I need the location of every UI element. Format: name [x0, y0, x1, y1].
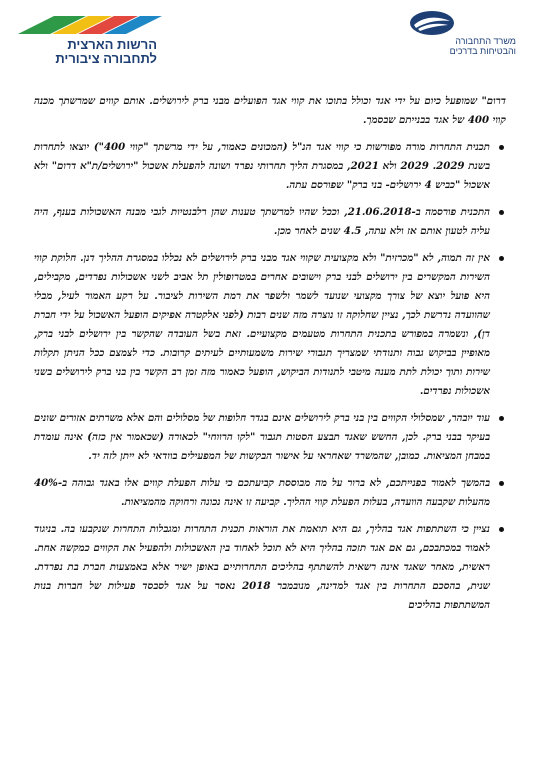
- ministry-logo: [406, 10, 516, 70]
- bullet-icon: [499, 527, 504, 532]
- intro-paragraph: דרום" שמופעל כיום על ידי אגד וכולל בתוכו את קווי אגד הפועלים מבני ברק לירושלים. אותם קווים שמרשתך מכנה קווי 400 של אגד בבנייתם שבסמך.: [34, 95, 506, 126]
- bullet-list: [34, 138, 506, 615]
- list-item: [34, 138, 506, 195]
- ministry-emblem-icon: [408, 10, 456, 36]
- letter-body: [34, 92, 506, 623]
- authority-stripes-icon: [16, 10, 166, 36]
- letterhead: [0, 0, 540, 80]
- list-item: [34, 409, 506, 466]
- bullet-icon: [499, 210, 504, 215]
- bullet-icon: [499, 481, 504, 486]
- authority-name: הרשות הארצית לתחבורה ציבורית: [55, 37, 157, 66]
- list-item-text: עוד יובהר, שמסלולי הקווים בין בני ברק לירושלים אינם בגדר חלופות של מסלולים והם אלא משרתים אזורים שונים בעיקר בבני ברק. לכן, החשש שאגד תבצע הסטות תגבור "לקו הרווחי" לכאורה (שכאמור אין כזה) אינה עומדת במבחן המציאות. כמובן, שהמשרד שאחראי על אישור הבקשות של המפעילים בוודאי לא ייתן לזה יד.: [34, 412, 490, 462]
- list-item-text: נציין כי השתתפות אגד בהליך, גם היא תואמת את הוראות תכנית התחרות ומגבלות התחרות שנקבעו בה. בניגוד לאמור במכתבכם, גם אם אגד תזכה בהליך היא לא תוכל לאחוד בין האשכולות ולהפעיל את הקווים כמקשה אחת. ראשית, מאחר שאגד אינה רשאית להשתתף בהליכים התחרותיים באופן ישיר אלא באמצעות חברת בת נפרדת. שנית, בהסכם התחרות בין אגד למדינה, מנובמבר 2018 נאסר על אגד לסבסד פעילות של חברות בנות המשתתפות בהליכים: [34, 523, 490, 611]
- list-item-text: בהמשך לאמור בפנייתכם, לא ברור על מה מבוססת קביעתכם כי עלות הפעלת קווים אלו באגד גבוהה ב-40% מהעלות שקבעה הוועדה, בעלות הפעלת קווי ההליך. קביעה זו אינה נכונה ורחוקה מהמציאות.: [34, 477, 490, 508]
- list-item: [34, 203, 506, 241]
- list-item: [34, 520, 506, 615]
- list-item-text: התכנית פורסמה ב-21.06.2018, וככל שהיו למרשתך טענות שהן רלבנטיות לגבי מבנה האשכולות בענף, היה עליה לטעון אותם אז ולא עתה, 4.5 שנים לאחר מכן.: [34, 206, 491, 237]
- list-item: [34, 249, 506, 401]
- authority-logo: [16, 10, 176, 70]
- bullet-icon: [499, 416, 504, 421]
- bullet-icon: [499, 256, 504, 261]
- list-item-text: תכנית התחרות מורה מפורשות כי קווי אגד הנ"ל (המכונים כאמור, על ידי מרשתך "קווי 400") יוצאו לתחרות בשנת 2029. 2029 ולא 2021, במסגרת הליך תחרותי נפרד ושונה להפעלת אשכול "ירושלים/ת"א דרום" ולא אשכול "כביש 4 ירושלים- בני ברק" שפורסם עתה.: [34, 141, 490, 191]
- bullet-icon: [499, 145, 504, 150]
- ministry-name: משרד התחבורה והבטיחות בדרכים: [449, 36, 516, 56]
- list-item: [34, 474, 506, 512]
- list-item-text: אין זה תמוה, לא "מכרזית" ולא מקצועית שקווי אגד מבני ברק לירושלים לא נכללו במסגרת ההליך דנן. חלוקת קווי השירות המקשרים בין ירושלים לבני ברק וישובים אחרים במטרופולין תל אביב לשני אשכולות נפרדים, מקבילים, היא פועל יוצא של צורך מקצועי שנועד לשמר ולשפר את רמת השירות לציבור. על רקע האמור לעיל, מבלי שהוועדה נדרשת לכך, נציין שחלוקה זו נוצרה מזה שנים רבות (לפני אלקטרה אפיקים הופעל האשכול על ידי חברת דן), ונשמרה במפורש בתכנית התחרות מטעמים מקצועיים. זאת בשל העובדה שהקשר בין ירושלים לבני ברק, מאופיין בביקוש גבוה ותנודתי שמצריך תגבורי שירות משמעותיים לעיתים קרובות. כדי לצמצם ככל הניתן תקלות שירות ותוך יכולת לתת מענה מיטבי לתנודות הביקוש, הופעל כאמור מזה זמן רב הקשר בין בני ברק לירושלים בשני אשכולות נפרדים.: [34, 252, 490, 397]
